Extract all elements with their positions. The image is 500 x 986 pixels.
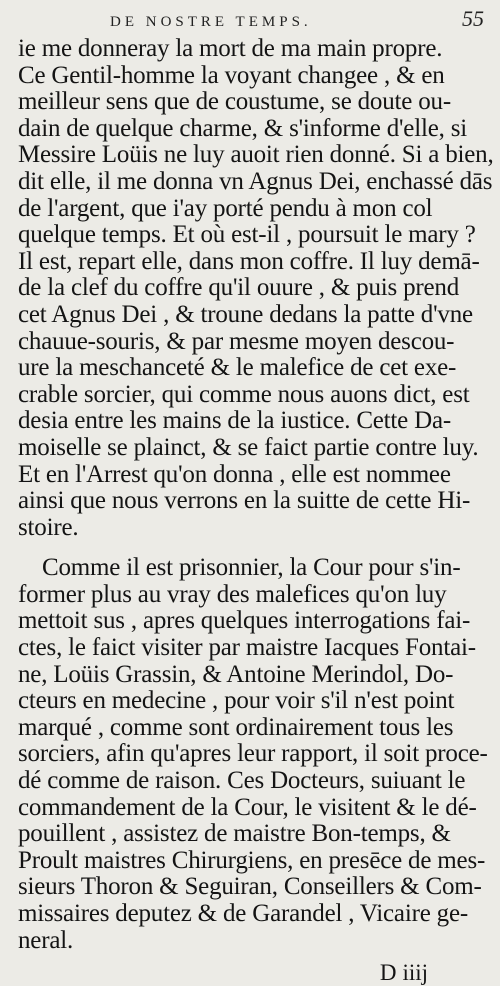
- text-line: ctes, le faict visiter par maistre Iacques Fontai-: [18, 634, 476, 662]
- text-line: Et en l'Arrest qu'on donna , elle est nommee: [18, 460, 451, 488]
- text-line: chauue-souris, & par mesme moyen descou-: [18, 327, 455, 355]
- text-line: ie me donneray la mort de ma main propre.: [18, 35, 443, 62]
- page-number: 55: [462, 6, 484, 31]
- text-line: ainsi que nous verrons en la suitte de cette Hi-: [18, 487, 471, 515]
- text-line: cet Agnus Dei , & troune dedans la patte d'vne: [18, 300, 473, 328]
- text-line: neral.: [18, 926, 74, 954]
- text-line: ne, Loüis Grassin, & Antoine Merindol, Do-: [18, 660, 454, 688]
- text-line: dé comme de raison. Ces Docteurs, suiuant le: [18, 767, 466, 795]
- text-line: de l'argent, que i'ay porté pendu à mon col: [18, 194, 433, 222]
- text-line: stoire.: [18, 513, 79, 541]
- running-title: DE NOSTRE TEMPS.: [110, 14, 312, 30]
- paragraph-2: [18, 555, 486, 954]
- page-footer: [18, 960, 486, 986]
- text-line: sieurs Thoron & Seguiran, Conseillers & Com-: [18, 873, 482, 901]
- signature-mark: D: [379, 960, 397, 986]
- text-line: sorciers, afin qu'apres leur rapport, il soit proce-: [18, 740, 488, 768]
- paragraph-1: [18, 35, 494, 541]
- text-line: dain de quelque charme, & s'informe d'elle, si: [18, 114, 467, 142]
- text-line: former plus au vray des malefices qu'on luy: [18, 580, 447, 608]
- text-line: desia entre les mains de la iustice. Cette Da-: [18, 407, 451, 435]
- text-line: meilleur sens que de coustume, se doute ou-: [18, 88, 451, 116]
- text-line: Comme il est prisonnier, la Cour pour s'in-: [42, 554, 461, 582]
- folio-mark: iiij: [402, 960, 428, 986]
- text-line: cteurs en medecine , pour voir s'il n'est point: [18, 687, 455, 715]
- text-line: mettoit sus , apres quelques interrogations fai-: [18, 607, 471, 635]
- text-line: ure la meschanceté & le malefice de cet exe-: [18, 354, 457, 382]
- text-line: Ce Gentil-homme la voyant changee , & en: [18, 61, 445, 89]
- text-line: de la clef du coffre qu'il ouure , & puis prend: [18, 274, 460, 302]
- running-header: [18, 6, 486, 36]
- text-line: marqué , comme sont ordinairement tous les: [18, 713, 454, 741]
- text-line: Il est, repart elle, dans mon coffre. Il luy demā-: [18, 247, 480, 275]
- text-line: Proult maistres Chirurgiens, en presēce de mes-: [18, 846, 486, 874]
- text-line: pouillent , assistez de maistre Bon-temps, &: [18, 820, 451, 848]
- text-line: crable sorcier, qui comme nous auons dict, est: [18, 380, 470, 408]
- text-line: quelque temps. Et où est-il , poursuit le mary ?: [18, 221, 476, 249]
- text-line: moiselle se plainct, & se faict partie contre luy.: [18, 433, 479, 461]
- text-line: Messire Loüis ne luy auoit rien donné. Si a bien,: [18, 141, 494, 169]
- text-line: dit elle, il me donna vn Agnus Dei, enchassé dās: [18, 167, 493, 195]
- text-line: missaires deputez & de Garandel , Vicaire ge-: [18, 900, 468, 927]
- text-line: commandement de la Cour, le visitent & le dé-: [18, 793, 477, 821]
